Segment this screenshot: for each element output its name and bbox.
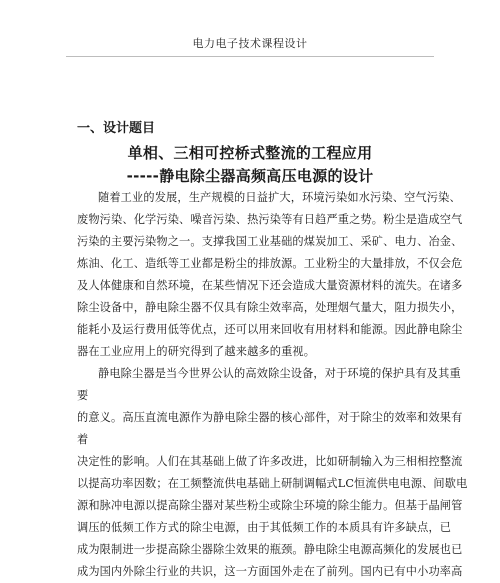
body-line: 废物污染、化学污染、噪音污染、热污染等有日趋严重之势。粉尘是造成空气 — [77, 213, 463, 226]
body-line: 能耗小及运行费用低等优点，还可以用来回收有用材料和能源。因此静电除尘 — [77, 323, 463, 336]
body-line: 以提高功率因数；在工频整流供电基础上研制调幅式LC恒流供电电源、间歇电 — [77, 477, 468, 490]
body-line: 炼油、化工、造纸等工业都是粉尘的排放源。工业粉尘的大量排放，不仅会危 — [77, 257, 463, 270]
body-line: 着 — [77, 433, 89, 446]
body-line: 随着工业的发展，生产规模的日益扩大，环境污染如水污染、空气污染、 — [98, 191, 461, 204]
body-line: 器在工业应用上的研究得到了越来越多的重视。 — [77, 345, 316, 358]
body-line: 污染的主要污染物之一。支撑我国工业基础的煤炭加工、采矿、电力、冶金、 — [77, 235, 463, 248]
body-line: 静电除尘器是当今世界公认的高效除尘设备，对于环境的保护具有及其重 — [98, 367, 461, 380]
body-line: 成为限制进一步提高除尘器除尘效果的瓶颈。静电除尘电源高频化的发展也已 — [77, 543, 463, 556]
body-line: 及人体健康和自然环境，在某些情况下还会造成大量资源材料的流失。在诸多 — [77, 279, 463, 292]
header-divider — [66, 56, 434, 57]
body-line: 要 — [77, 389, 89, 402]
body-line: 决定性的影响。人们在其基础上做了许多改进，比如研制输入为三相相控整流 — [77, 455, 463, 468]
body-line: 的意义。高压直流电源作为静电除尘器的核心部件，对于除尘的效率和效果有 — [77, 411, 463, 424]
body-line: 成为国内外除尘行业的共识，这一方面国外走在了前列。国内已有中小功率高 — [77, 565, 463, 578]
body-line: 调压的低频工作方式的除尘电源，由于其低频工作的本质具有许多缺点，已 — [77, 521, 452, 534]
document-title: 单相、三相可控桥式整流的工程应用 — [127, 144, 373, 162]
body-line: 除尘设备中，静电除尘器不仅具有除尘效率高，处理烟气量大，阻力损失小， — [77, 301, 463, 314]
document-subtitle: -----静电除尘器高频高压电源的设计 — [126, 167, 374, 185]
body-line: 源和脉冲电源以提高除尘器对某些粉尘或除尘环境的除尘能力。但基于晶闸管 — [77, 499, 463, 512]
running-header: 电力电子技术课程设计 — [192, 37, 308, 50]
section-heading: 一、设计题目 — [77, 121, 156, 136]
